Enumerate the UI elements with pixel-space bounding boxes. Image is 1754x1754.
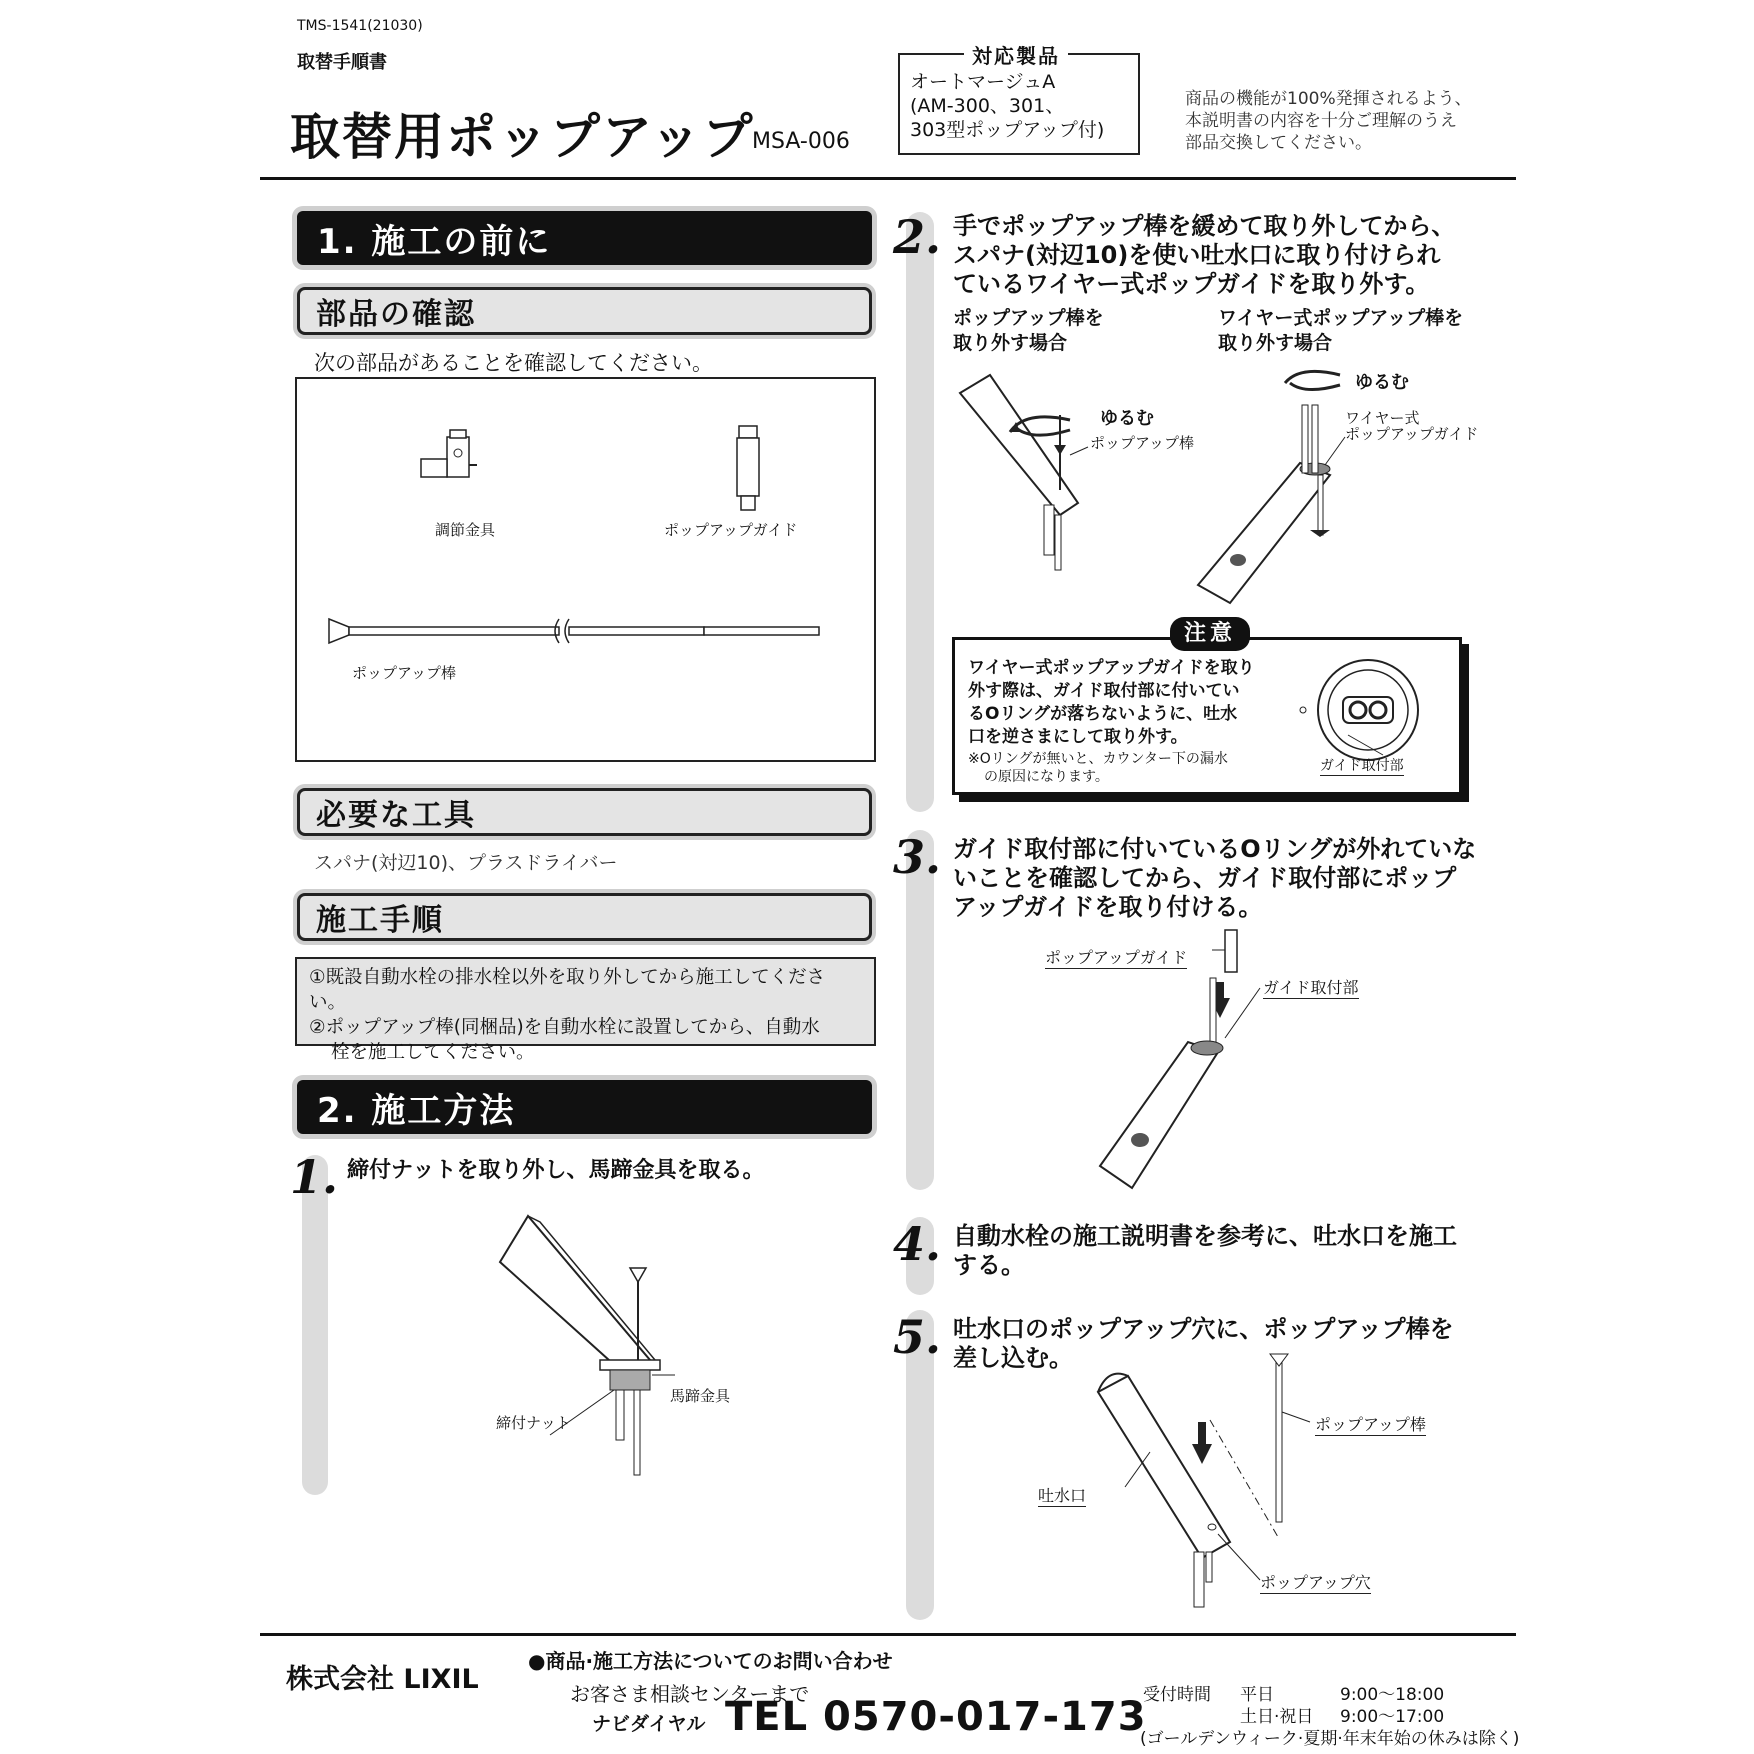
step2-case-rod: ポップアップ棒を 取り外す場合 xyxy=(953,307,1104,354)
parts-box xyxy=(295,377,876,762)
holiday-hours: 9:00〜17:00 xyxy=(1340,1707,1445,1727)
step2-wire-removal-illustration xyxy=(1200,365,1400,605)
footer-rule xyxy=(260,1633,1516,1636)
step2-label-wire-guide: ワイヤー式 ポップアップガイド xyxy=(1345,409,1479,443)
support-center: お客さま相談センターまで xyxy=(570,1682,810,1706)
hours-label: 受付時間 xyxy=(1143,1685,1211,1705)
step3-label-guide: ポップアップガイド xyxy=(1045,945,1187,969)
part-label-popup-rod: ポップアップ棒 xyxy=(352,664,456,682)
parts-intro: 次の部品があることを確認してください。 xyxy=(314,351,713,375)
step1-bar xyxy=(302,1155,328,1495)
step3-install-illustration xyxy=(1100,930,1360,1190)
step3-label-mount: ガイド取付部 xyxy=(1263,975,1359,999)
caution-text: ワイヤー式ポップアップガイドを取り 外す際は、ガイド取付部に付いてい るOリングが落ちないように、吐水 口を逆さまにして取り外す。 xyxy=(968,658,1255,747)
closed-note: (ゴールデンウィーク·夏期·年末年始の休みは除く) xyxy=(1140,1729,1520,1749)
part-label-popup-guide: ポップアップガイド xyxy=(664,521,798,539)
weekday-hours: 9:00〜18:00 xyxy=(1340,1685,1445,1705)
step3-bar xyxy=(906,830,934,1190)
step2-number: 2. xyxy=(893,210,942,264)
doc-type: 取替手順書 xyxy=(297,52,387,73)
caution-note: ※Oリングが無いと、カウンター下の漏水 の原因になります。 xyxy=(968,751,1228,785)
step5-number: 5. xyxy=(893,1310,942,1364)
popup-rod-illustration xyxy=(327,609,847,659)
inquiry-heading: ●商品·施工方法についてのお問い合わせ xyxy=(528,1649,893,1673)
step4-number: 4. xyxy=(893,1217,942,1271)
navi-dial: ナビダイヤル xyxy=(592,1713,706,1735)
doc-code: TMS-1541(21030) xyxy=(297,18,423,34)
section-method-heading: 2. 施工方法 xyxy=(297,1080,872,1134)
step2-text: 手でポップアップ棒を緩めて取り外してから、 スパナ(対辺10)を使い吐水口に取り付けられ ているワイヤー式ポップガイドを取り外す。 xyxy=(953,212,1456,298)
caution-label-mount: ガイド取付部 xyxy=(1320,755,1404,776)
section-before-install-heading: 1. 施工の前に xyxy=(297,211,872,265)
step4-text: 自動水栓の施工説明書を参考に、吐水口を施工 する。 xyxy=(953,1222,1457,1279)
step5-label-hole: ポップアップ穴 xyxy=(1260,1570,1371,1594)
header-rule xyxy=(260,177,1516,180)
adjust-bracket-illustration xyxy=(417,429,497,509)
step3-number: 3. xyxy=(893,830,942,884)
step2-label-rod: ポップアップ棒 xyxy=(1090,434,1194,452)
compatible-list: オートマージュA (AM-300、301、 303型ポップアップ付) xyxy=(910,71,1105,141)
usage-notice: 商品の機能が100%発揮されるよう、 本説明書の内容を十分ご理解のうえ 部品交換してください。 xyxy=(1185,89,1472,153)
step1-text: 締付ナットを取り外し、馬蹄金具を取る。 xyxy=(347,1158,765,1183)
weekday-label: 平日 xyxy=(1240,1685,1274,1705)
procedure-heading: 施工手順 xyxy=(297,893,872,941)
tools-heading: 必要な工具 xyxy=(297,788,872,836)
step2-bar xyxy=(906,212,934,812)
parts-check-heading: 部品の確認 xyxy=(297,287,872,335)
page-title: 取替用ポップアップ xyxy=(290,108,755,166)
popup-guide-illustration xyxy=(727,424,767,524)
step3-text: ガイド取付部に付いているOリングが外れていな いことを確認してから、ガイド取付部にポップ アップガイドを取り付ける。 xyxy=(953,835,1477,921)
step1-faucet-illustration xyxy=(480,1210,740,1480)
phone-number: TEL 0570-017-173 xyxy=(725,1694,1147,1740)
step2-loosen-label-a: ゆるむ xyxy=(1100,408,1154,429)
company-name: 株式会社 LIXIL xyxy=(286,1664,479,1695)
procedure-notes: ①既設自動水栓の排水栓以外を取り外してから施工してください。 ②ポップアップ棒(同梱品)を自動水栓に設置してから、自動水 栓を施工してください。 xyxy=(295,957,876,1046)
step1-label-bracket: 馬蹄金具 xyxy=(670,1387,731,1405)
model-number: MSA-006 xyxy=(752,129,850,154)
tools-text: スパナ(対辺10)、プラスドライバー xyxy=(314,852,618,874)
step1-label-nut: 締付ナット xyxy=(496,1414,571,1432)
caution-title: 注意 xyxy=(1170,617,1250,651)
step5-label-spout: 吐水口 xyxy=(1038,1483,1086,1507)
step5-text: 吐水口のポップアップ穴に、ポップアップ棒を 差し込む。 xyxy=(953,1315,1454,1372)
step2-loosen-label-b: ゆるむ xyxy=(1355,372,1409,393)
holiday-label: 土日·祝日 xyxy=(1240,1707,1314,1727)
compatible-heading: 対応製品 xyxy=(964,40,1068,69)
step2-case-wire: ワイヤー式ポップアップ棒を 取り外す場合 xyxy=(1218,307,1464,354)
step1-number: 1. xyxy=(290,1150,339,1204)
step5-label-rod: ポップアップ棒 xyxy=(1315,1412,1426,1436)
part-label-adjust-bracket: 調節金具 xyxy=(435,521,496,539)
